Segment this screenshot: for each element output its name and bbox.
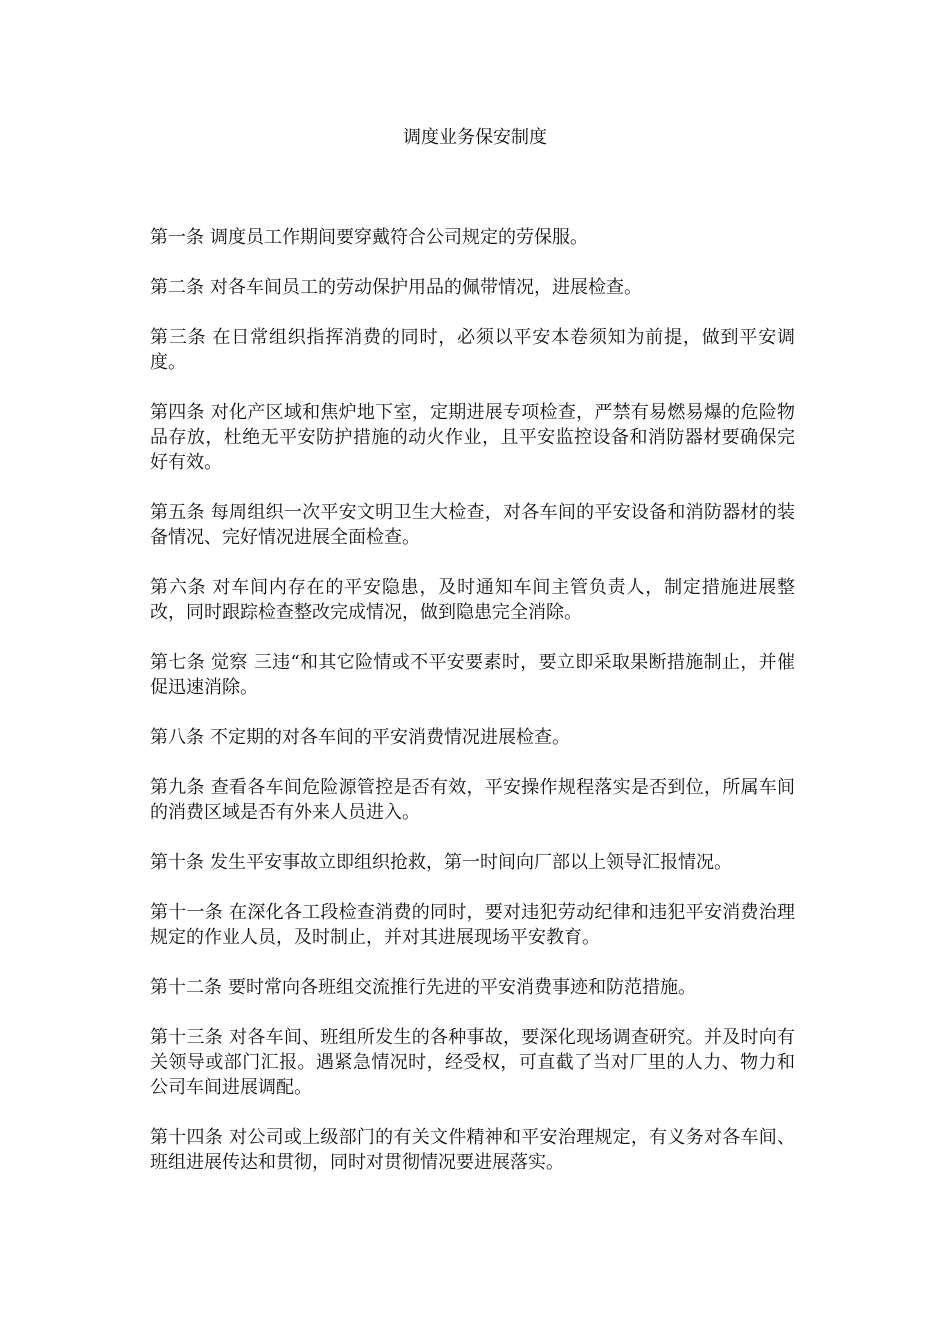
article-text: 调度员工作期间要穿戴符合公司规定的劳保服。 xyxy=(210,227,588,248)
article-2 xyxy=(150,275,795,300)
article-text: 在深化各工段检查消费的同时，要对违犯劳动纪律和违犯平安消费治理规定的作业人员，及时制止，并对其进展现场平安教育。 xyxy=(150,902,796,948)
article-text: 不定期的对各车间的平安消费情况进展检查。 xyxy=(210,727,570,748)
article-4 xyxy=(150,400,795,475)
article-number: 第十二条 xyxy=(150,977,222,998)
article-number: 第八条 xyxy=(150,727,204,748)
article-7 xyxy=(150,650,795,700)
article-text: 对公司或上级部门的有关文件精神和平安治理规定，有义务对各车间、班组进展传达和贯彻，同时对贯彻情况要进展落实。 xyxy=(150,1127,796,1173)
article-number: 第十条 xyxy=(150,852,204,873)
article-number: 第六条 xyxy=(150,577,207,598)
page-title: 调度业务保安制度 xyxy=(403,127,547,148)
article-number: 第四条 xyxy=(150,402,205,423)
article-13 xyxy=(150,1025,795,1100)
article-text: 每周组织一次平安文明卫生大检查，对各车间的平安设备和消防器材的装备情况、完好情况进展全面检查。 xyxy=(150,502,795,548)
article-text: 在日常组织指挥消费的同时，必须以平安本卷须知为前提，做到平安调度。 xyxy=(150,327,796,373)
article-number: 第十三条 xyxy=(150,1027,224,1048)
article-number: 第十一条 xyxy=(150,902,224,923)
article-1 xyxy=(150,225,795,250)
article-14 xyxy=(150,1125,795,1175)
article-text: 对化产区域和焦炉地下室，定期进展专项检查，严禁有易燃易爆的危险物品存放，杜绝无平安防护措施的动火作业，且平安监控设备和消防器材要确保完好有效。 xyxy=(150,402,795,473)
article-text: 对车间内存在的平安隐患，及时通知车间主管负责人，制定措施进展整改，同时跟踪检查整改完成情况，做到隐患完全消除。 xyxy=(150,577,796,623)
article-text: 发生平安事故立即组织抢救，第一时间向厂部以上领导汇报情况。 xyxy=(210,852,732,873)
article-number: 第七条 xyxy=(150,652,206,673)
article-text: 对各车间、班组所发生的各种事故，要深化现场调查研究。并及时向有关领导或部门汇报。遇紧急情况时，经受权，可直截了当对厂里的人力、物力和公司车间进展调配。 xyxy=(150,1027,796,1098)
article-text: 要时常向各班组交流推行先进的平安消费事迹和防范措施。 xyxy=(228,977,696,998)
article-number: 第九条 xyxy=(150,777,205,798)
article-12 xyxy=(150,975,795,1000)
article-10 xyxy=(150,850,795,875)
article-number: 第五条 xyxy=(150,502,205,523)
article-number: 第十四条 xyxy=(150,1127,224,1148)
article-11 xyxy=(150,900,795,950)
article-list xyxy=(150,225,795,1200)
article-3 xyxy=(150,325,795,375)
article-6 xyxy=(150,575,795,625)
article-text: 觉察 三违“和其它险情或不平安要素时，要立即采取果断措施制止，并催促迅速消除。 xyxy=(150,652,796,698)
article-text: 对各车间员工的劳动保护用品的佩带情况，进展检查。 xyxy=(210,277,642,298)
article-9 xyxy=(150,775,795,825)
article-number: 第一条 xyxy=(150,227,204,248)
article-5 xyxy=(150,500,795,550)
article-text: 查看各车间危险源管控是否有效，平安操作规程落实是否到位，所属车间的消费区域是否有外来人员进入。 xyxy=(150,777,795,823)
article-number: 第二条 xyxy=(150,277,204,298)
article-number: 第三条 xyxy=(150,327,207,348)
article-8 xyxy=(150,725,795,750)
